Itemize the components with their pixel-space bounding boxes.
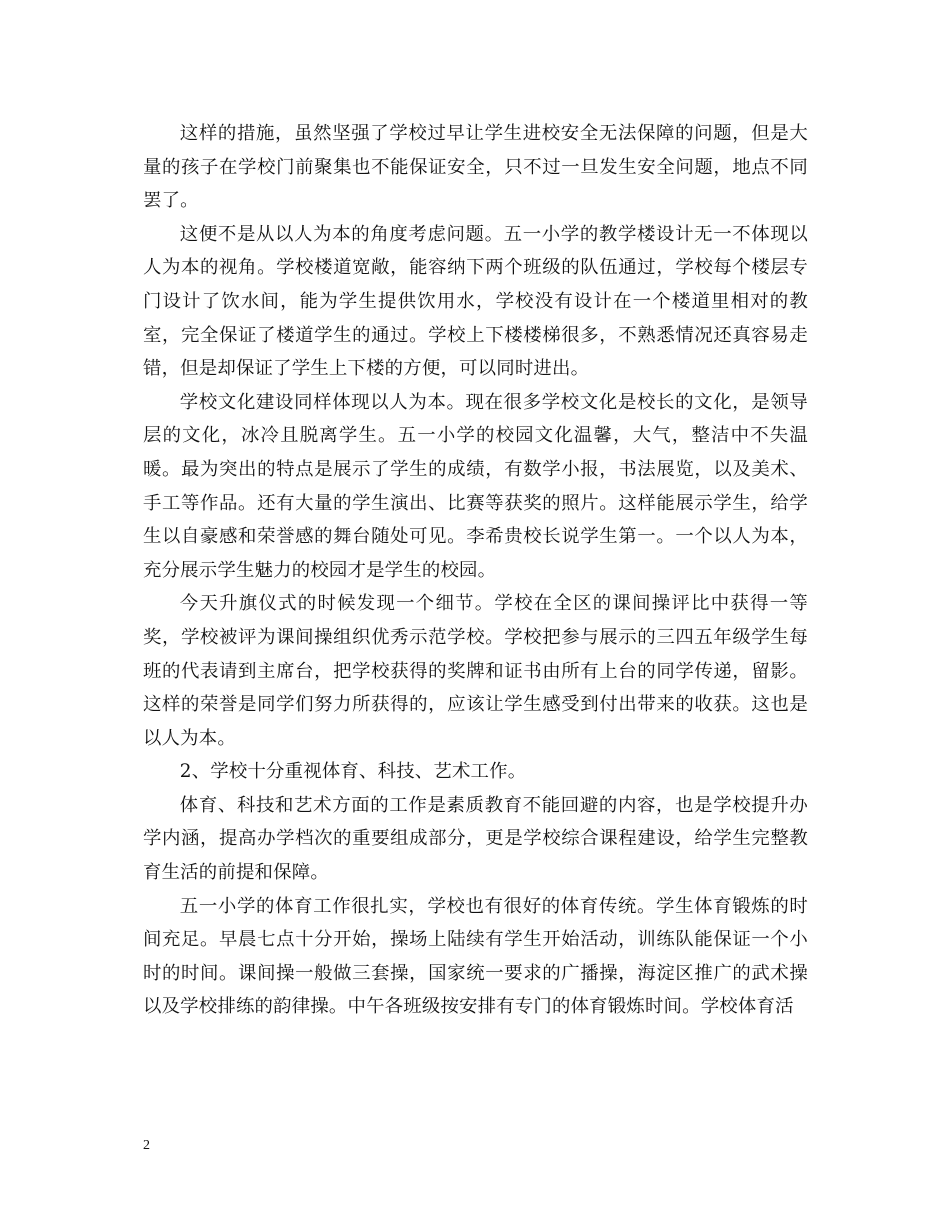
paragraph-2: 这便不是从以人为本的角度考虑问题。五一小学的教学楼设计无一不体现以人为本的视角。学校楼道宽敞，能容纳下两个班级的队伍通过，学校每个楼层专门设计了饮水间，能为学生提供饮用水，学校没有设计在一个楼道里相对的教室，完全保证了楼道学生的通过。学校上下楼楼梯很多，不熟悉情况还真容易走错，但是却保证了学生上下楼的方便，可以同时进出。	[143, 223, 808, 380]
paragraph-6: 五一小学的体育工作很扎实，学校也有很好的体育传统。学生体育锻炼的时间充足。早晨七点十分开始，操场上陆续有学生开始活动，训练队能保证一个小时的时间。课间操一般做三套操，国家统一要求的广播操，海淀区推广的武术操以及学校排练的韵律操。中午各班级按安排有专门的体育锻炼时间。学校体育活	[143, 895, 808, 1018]
paragraph-3: 学校文化建设同样体现以人为本。现在很多学校文化是校长的文化，是领导层的文化，冰冷且脱离学生。五一小学的校园文化温馨，大气，整洁中不失温暖。最为突出的特点是展示了学生的成绩，有数学小报，书法展览，以及美术、手工等作品。还有大量的学生演出、比赛等获奖的照片。这样能展示学生，给学生以自豪感和荣誉感的舞台随处可见。李希贵校长说学生第一。一个以人为本，充分展示学生魅力的校园才是学生的校园。	[143, 391, 808, 581]
paragraph-1: 这样的措施，虽然坚强了学校过早让学生进校安全无法保障的问题，但是大量的孩子在学校门前聚集也不能保证安全，只不过一旦发生安全问题，地点不同罢了。	[143, 123, 808, 212]
document-body	[143, 117, 808, 1024]
page-number: 2	[143, 1138, 150, 1153]
paragraph-5: 体育、科技和艺术方面的工作是素质教育不能回避的内容，也是学校提升办学内涵，提高办学档次的重要组成部分，更是学校综合课程建设，给学生完整教育生活的前提和保障。	[143, 794, 808, 884]
paragraph-4: 今天升旗仪式的时候发现一个细节。学校在全区的课间操评比中获得一等奖，学校被评为课间操组织优秀示范学校。学校把参与展示的三四五年级学生每班的代表请到主席台，把学校获得的奖牌和证书由所有上台的同学传递，留影。这样的荣誉是同学们努力所获得的，应该让学生感受到付出带来的收获。这也是以人为本。	[143, 593, 808, 749]
section-heading-2: 2、学校十分重视体育、科技、艺术工作。	[179, 761, 527, 783]
